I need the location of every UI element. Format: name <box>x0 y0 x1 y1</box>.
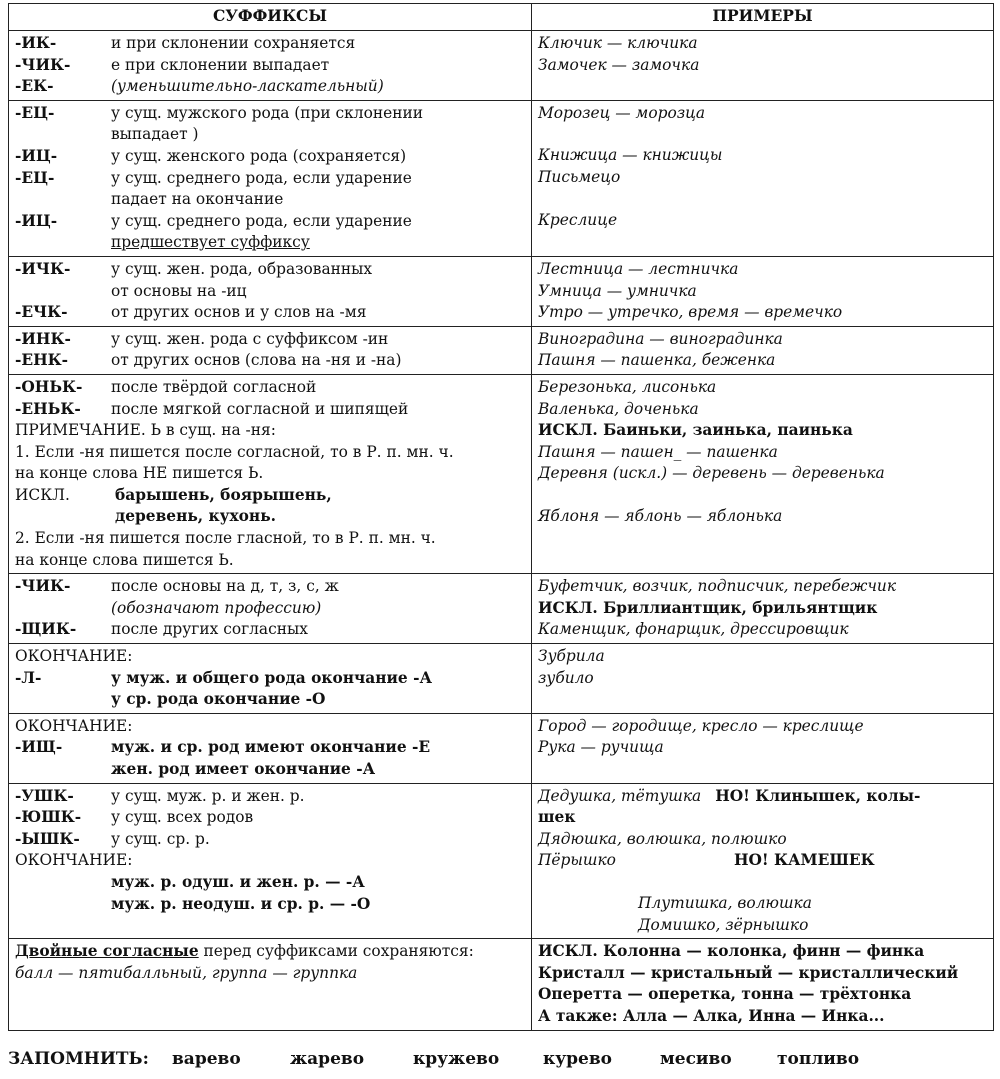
remember-word: месиво <box>660 1049 732 1069</box>
rule-text: у сущ. ср. р. <box>111 829 210 848</box>
suffix-label: -ИНК- <box>15 329 71 348</box>
example-cell <box>532 100 994 256</box>
example-text: Морозец — морозца <box>538 103 706 122</box>
example-text: Дядюшка, волюшка, полюшко <box>538 829 787 848</box>
suffix-label: -ЮШК- <box>15 808 82 827</box>
table-row <box>9 100 994 256</box>
rule-text: после твёрдой согласной <box>111 377 317 396</box>
example-cell <box>532 644 994 714</box>
rule-text: (обозначают профессию) <box>111 598 322 617</box>
example-text: зубило <box>538 668 594 687</box>
suffix-cell <box>9 644 532 714</box>
exception-words: деревень, кухонь. <box>115 507 276 526</box>
suffix-cell <box>9 31 532 101</box>
table-row <box>9 644 994 714</box>
suffix-label: -ЕНК- <box>15 351 69 370</box>
suffix-label: -ЕНЬК- <box>15 399 81 418</box>
rule-text: от других основ (слова на -ня и -на) <box>111 351 402 370</box>
ending-title: ОКОНЧАНИЕ: <box>15 647 133 666</box>
rule-text: и при склонении сохраняется <box>111 34 356 52</box>
rule-text: после других согласных <box>111 620 308 639</box>
suffix-label: -ИЩ- <box>15 738 63 757</box>
suffix-label: -ЕК- <box>15 77 54 96</box>
table-row <box>9 326 994 374</box>
suffix-cell <box>9 939 532 1030</box>
suffix-label: -УШК- <box>15 786 74 805</box>
example-cell <box>532 256 994 326</box>
rule-text: падает на окончание <box>111 190 284 209</box>
example-text: Замочек — замочка <box>538 55 700 74</box>
example-text: Домишко, зёрнышко <box>638 915 809 934</box>
exception-label: ИСКЛ. <box>15 485 70 504</box>
example-text: Каменщик, фонарщик, дрессировщик <box>538 620 849 639</box>
remember-word: варево <box>172 1049 241 1069</box>
table-row <box>9 31 994 101</box>
example-text: Виноградина — виноградинка <box>538 329 783 348</box>
ending-title: ОКОНЧАНИЕ: <box>15 851 133 870</box>
example-text: Пашня — пашен_ — пашенка <box>538 442 778 461</box>
rule-text: у сущ. муж. р. и жен. р. <box>111 786 305 805</box>
rule-text: у сущ. среднего рода, если ударение <box>111 211 412 230</box>
remember-footer <box>8 1049 859 1069</box>
example-text: ИСКЛ. Бриллиантщик, брильянтщик <box>538 598 878 617</box>
suffix-label: -ЕЦ- <box>15 168 55 187</box>
table-row <box>9 574 994 644</box>
suffix-label: -ЫШК- <box>15 829 80 848</box>
example-text: шек <box>538 808 576 827</box>
suffix-label: -ИЦ- <box>15 211 58 230</box>
suffix-label: -ОНЬК- <box>15 377 83 396</box>
example-text: НО! КАМЕШЕК <box>733 851 875 870</box>
rule-text: у ср. рода окончание -О <box>111 690 326 709</box>
suffix-cell <box>9 574 532 644</box>
suffix-cell <box>9 783 532 939</box>
rule-text: Двойные согласные <box>15 942 199 961</box>
example-cell <box>532 939 994 1030</box>
example-text: Яблоня — яблонь — яблонька <box>538 506 783 525</box>
suffix-label: -ИЧК- <box>15 259 71 278</box>
suffix-label: -ЩИК- <box>15 620 77 639</box>
example-text: Пашня — пашенка, беженка <box>538 351 776 370</box>
suffix-table-sheet <box>8 3 993 1031</box>
example-text: ИСКЛ. Баиньки, заинька, паинька <box>538 421 853 440</box>
rule-text: у сущ. мужского рода (при склонении <box>111 103 423 122</box>
rule-text: (уменьшительно-ласкательный) <box>111 77 384 96</box>
suffix-cell <box>9 256 532 326</box>
note-text: 2. Если -ня пишется после гласной, то в Р. п. мн. ч. <box>15 529 436 548</box>
example-text: Буфетчик, возчик, подписчик, перебежчик <box>538 577 897 596</box>
rule-text: от других основ и у слов на -мя <box>111 303 367 322</box>
note-text: на конце слова НЕ пишется Ь. <box>15 464 264 483</box>
example-text: Зубрила <box>538 647 605 666</box>
example-cell <box>532 31 994 101</box>
note-text: 1. Если -ня пишется после согласной, то в Р. п. мн. ч. <box>15 442 454 461</box>
table-row <box>9 713 994 783</box>
rule-text: после основы на д, т, з, с, ж <box>111 577 339 596</box>
remember-word: курево <box>543 1049 613 1069</box>
example-text: Дедушка, тётушка <box>538 786 702 805</box>
rule-text: у сущ. жен. рода, образованных <box>111 259 373 278</box>
table-row <box>9 256 994 326</box>
rule-text: е при склонении выпадает <box>111 55 330 74</box>
rule-text: после мягкой согласной и шипящей <box>111 399 409 418</box>
rule-text: у сущ. всех родов <box>111 808 254 827</box>
rule-text: у сущ. женского рода (сохраняется) <box>111 146 407 165</box>
example-text: Рука — ручища <box>538 738 664 757</box>
exception-words: барышень, боярышень, <box>115 485 332 504</box>
example-cell <box>532 574 994 644</box>
suffix-label: -ЧИК- <box>15 55 71 74</box>
note-title: ПРИМЕЧАНИЕ. Ь в сущ. на -ня: <box>15 421 276 440</box>
example-text: Плутишка, волюшка <box>638 893 812 912</box>
example-text: Письмецо <box>538 167 621 186</box>
remember-label: ЗАПОМНИТЬ: <box>8 1049 149 1069</box>
suffix-label: -ИЦ- <box>15 146 58 165</box>
example-text: Деревня (искл.) — деревень — деревенька <box>538 464 885 483</box>
rule-example: балл — пятибалльный, группа — группка <box>15 963 358 982</box>
example-text: Город — городище, кресло — креслище <box>538 716 864 735</box>
example-text: Лестница — лестничка <box>538 259 739 278</box>
example-text: Кристалл — кристальный — кристаллический <box>538 963 959 982</box>
rule-text: перед суффиксами сохраняются: <box>198 942 474 961</box>
rule-text: предшествует суффиксу <box>111 233 310 252</box>
header-suffixes: СУФФИКСЫ <box>9 4 532 31</box>
suffix-label: -ЧИК- <box>15 577 71 596</box>
suffix-cell <box>9 374 532 573</box>
header-examples: ПРИМЕРЫ <box>532 4 994 31</box>
rule-text: выпадает ) <box>111 125 199 144</box>
example-cell <box>532 713 994 783</box>
example-text: Умница — умничка <box>538 281 697 300</box>
example-cell <box>532 783 994 939</box>
suffix-label: -ИК- <box>15 34 57 52</box>
remember-word: кружево <box>413 1049 500 1069</box>
rule-text: у сущ. жен. рода с суффиксом -ин <box>111 329 389 348</box>
example-text: Валенька, доченька <box>538 399 699 418</box>
suffix-cell <box>9 326 532 374</box>
rule-text: у муж. и общего рода окончание -А <box>111 668 433 687</box>
suffix-cell <box>9 100 532 256</box>
table-row <box>9 783 994 939</box>
example-text: ИСКЛ. Колонна — колонка, финн — финка <box>538 942 925 961</box>
example-text: НО! Клинышек, колы- <box>715 786 921 805</box>
suffix-label: -ЕЦ- <box>15 103 55 122</box>
example-text: Ключик — ключика <box>538 34 698 52</box>
ending-title: ОКОНЧАНИЕ: <box>15 716 133 735</box>
example-text: А также: Алла — Алка, Инна — Инка... <box>538 1006 885 1025</box>
rule-text: муж. р. неодуш. и ср. р. — -О <box>111 894 371 913</box>
suffix-label: -Л- <box>15 668 42 687</box>
example-text: Оперетта — оперетка, тонна — трёхтонка <box>538 985 912 1004</box>
example-cell <box>532 326 994 374</box>
rule-text: жен. род имеет окончание -А <box>111 760 376 778</box>
rule-text: у сущ. среднего рода, если ударение <box>111 168 412 187</box>
example-text: Березонька, лисонька <box>538 377 717 396</box>
remember-word: жарево <box>290 1049 365 1069</box>
note-text: на конце слова пишется Ь. <box>15 550 234 569</box>
remember-word: топливо <box>777 1049 860 1069</box>
example-cell <box>532 374 994 573</box>
table-row <box>9 939 994 1030</box>
suffix-cell <box>9 713 532 783</box>
suffix-label: -ЕЧК- <box>15 303 68 322</box>
example-text: Пёрышко <box>538 851 616 870</box>
suffix-table <box>8 3 994 1031</box>
table-row <box>9 374 994 573</box>
rule-text: муж. р. одуш. и жен. р. — -А <box>111 872 365 891</box>
example-text: Креслице <box>538 210 618 229</box>
rule-text: от основы на -иц <box>111 281 247 300</box>
rule-text: муж. и ср. род имеют окончание -Е <box>111 738 431 757</box>
example-text: Книжица — книжицы <box>538 146 723 165</box>
table-header-row <box>9 4 994 31</box>
example-text: Утро — утречко, время — времечко <box>538 303 843 322</box>
